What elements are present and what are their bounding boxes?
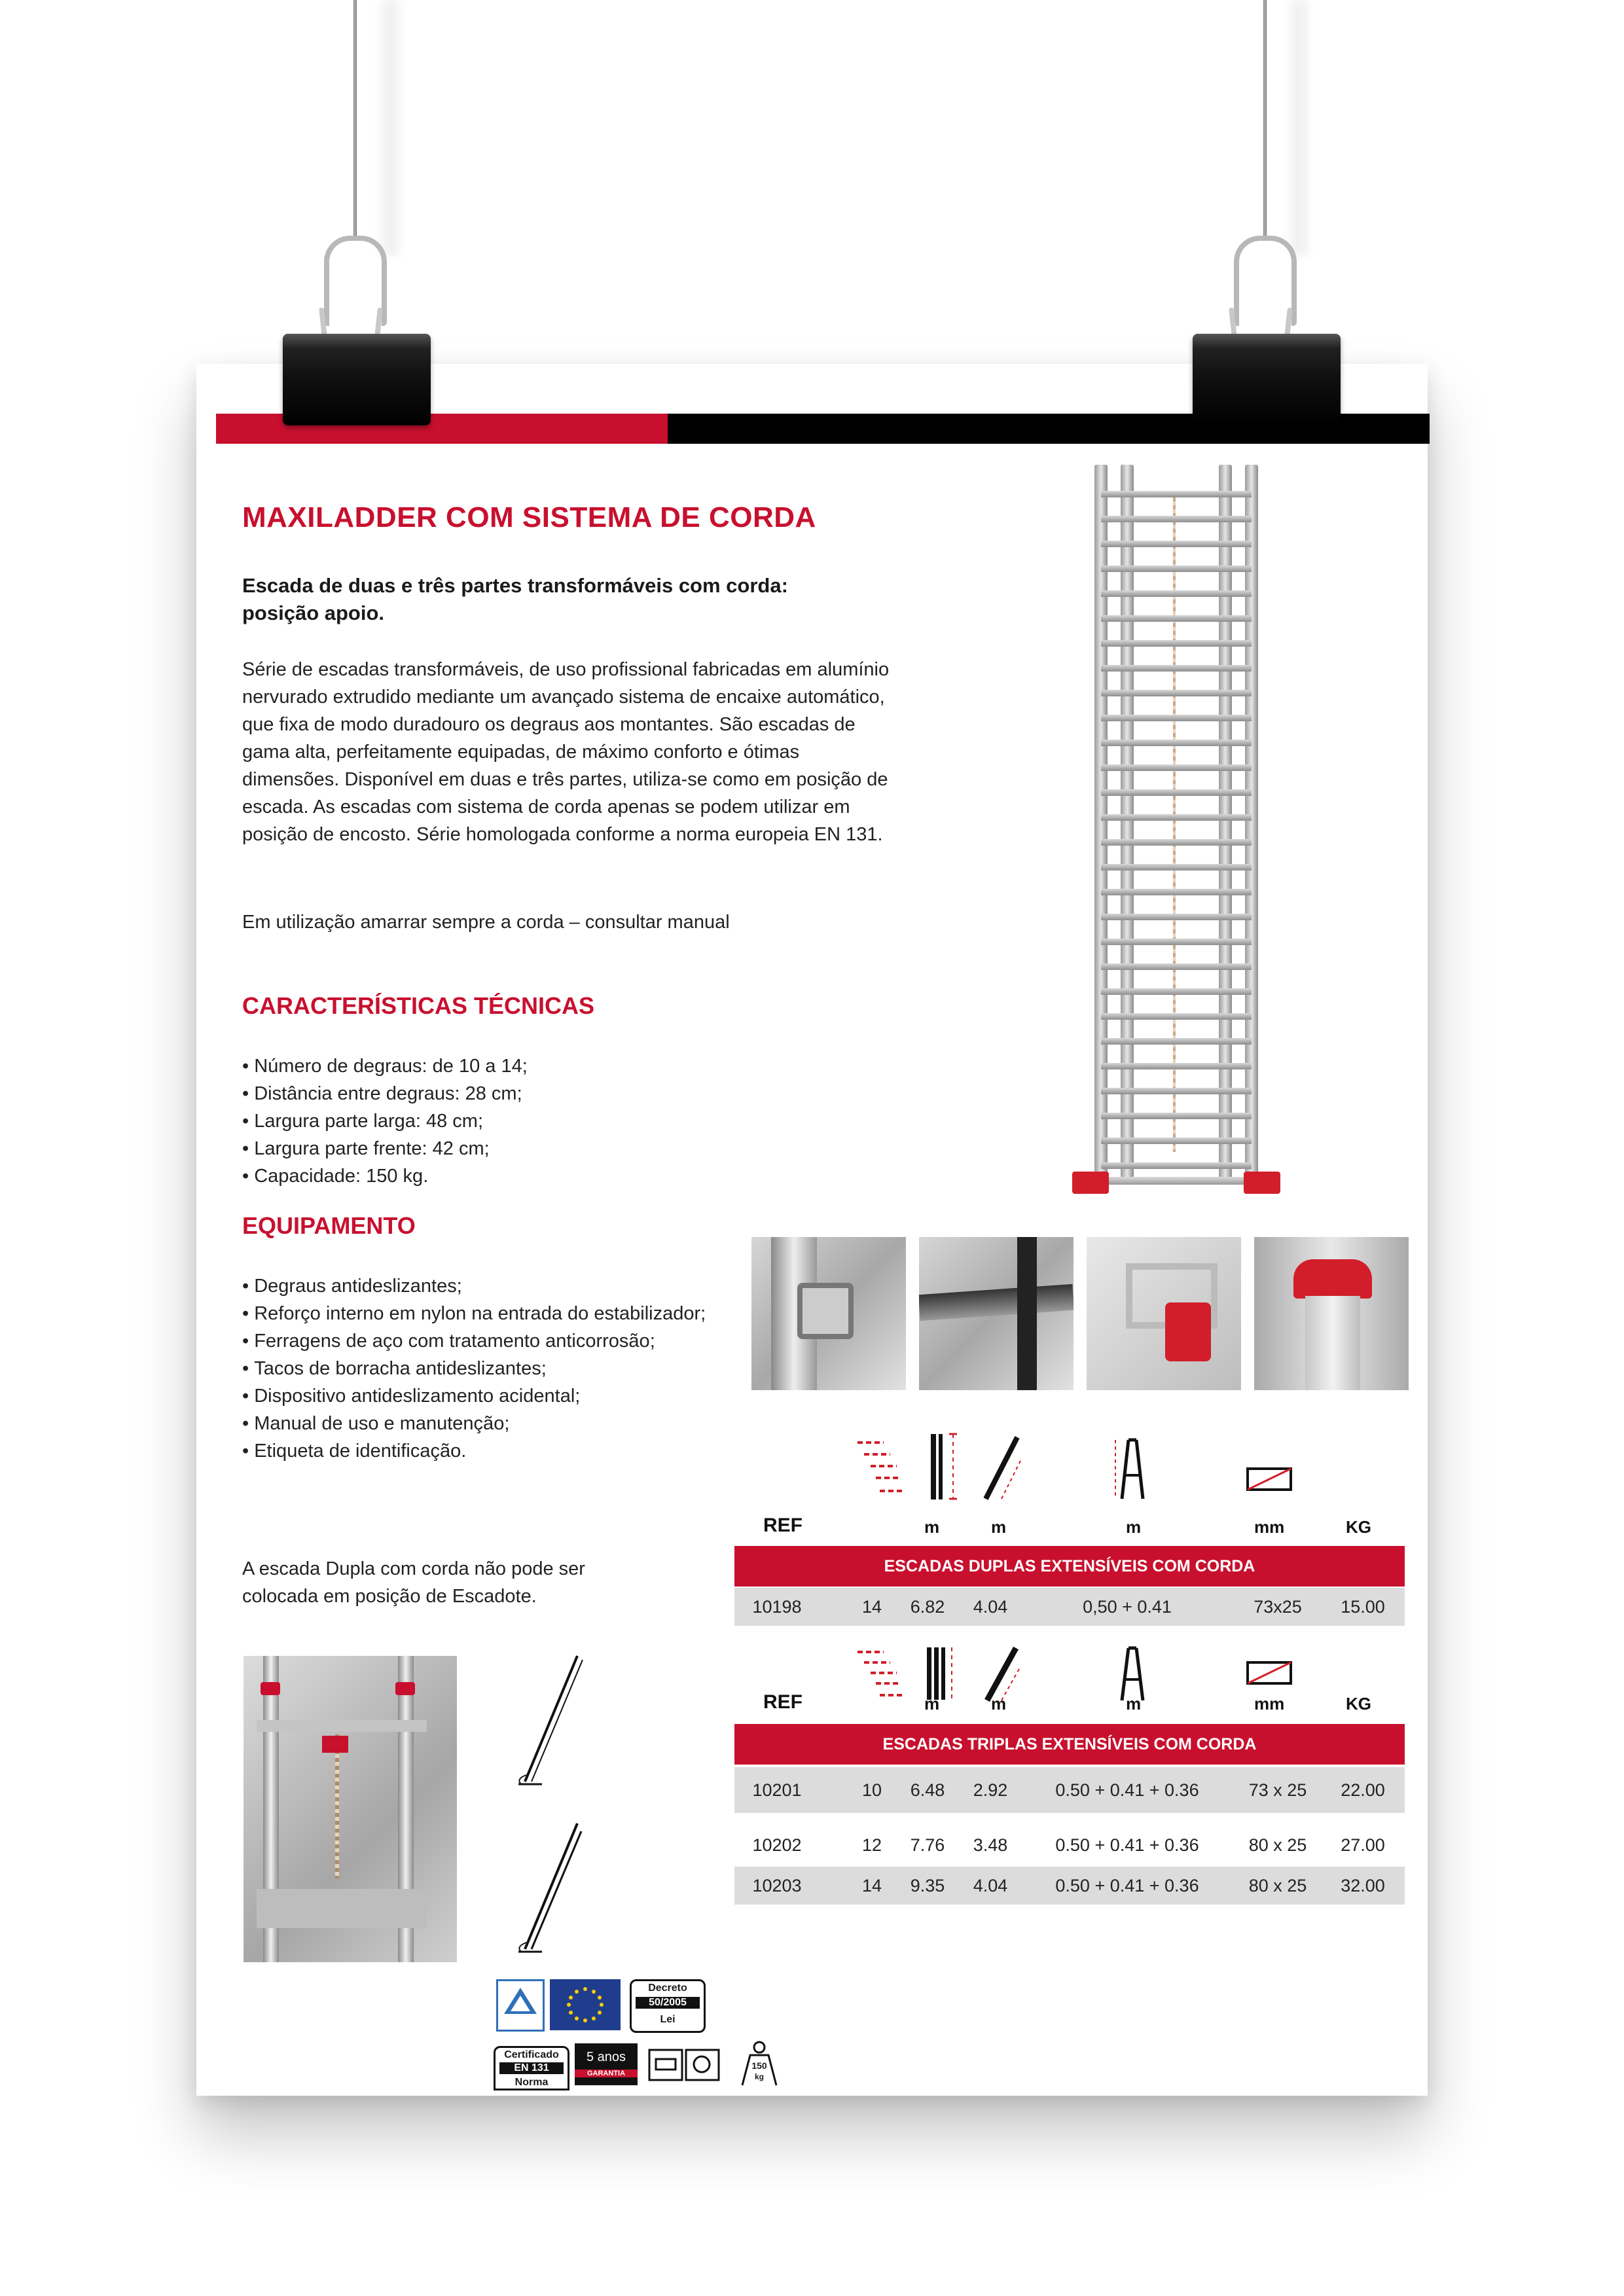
cell-steps: 14 [861, 1597, 882, 1617]
a-frame-icon [1113, 1436, 1152, 1505]
cell-ref: 10202 [752, 1835, 802, 1855]
ladder-rung [1101, 690, 1252, 696]
ladder-rung [1101, 963, 1252, 970]
extended-height-icon [923, 1431, 962, 1506]
cert-mid-text: EN 131 [499, 2062, 564, 2074]
table-row [734, 1826, 1405, 1864]
manual-icons-badge [648, 2049, 721, 2081]
hanging-wire-left [353, 0, 357, 236]
warranty-badge [575, 2043, 638, 2085]
ladder-rung [1101, 1162, 1252, 1169]
detail-photo-rung [751, 1237, 906, 1390]
cell-widths: 0,50 + 0.41 [1083, 1597, 1172, 1617]
cell-steps: 10 [861, 1780, 882, 1800]
cell-profile: 73 x 25 [1248, 1780, 1307, 1800]
equip-list [242, 1272, 727, 1465]
ladder-rung [1101, 988, 1252, 995]
cell-ref: 10198 [752, 1597, 802, 1617]
cell-steps: 12 [861, 1835, 882, 1855]
cell-min: 4.04 [973, 1597, 1008, 1617]
product-sheet [196, 364, 1428, 2096]
list-item: • Número de degraus: de 10 a 14; [242, 1052, 766, 1080]
list-item: • Degraus antideslizantes; [242, 1272, 727, 1300]
col-m3: m [1126, 1694, 1142, 1713]
profile-section-icon [1245, 1657, 1295, 1693]
hanging-wire-right [1263, 0, 1267, 236]
ladder-rung [1101, 914, 1252, 920]
col-ref: REF [763, 1691, 803, 1713]
ladder-rung [1101, 864, 1252, 870]
binder-clip-right [1193, 334, 1341, 425]
decreto-badge [630, 1979, 706, 2033]
table-row [734, 1767, 1405, 1813]
list-item: • Reforço interno em nylon na entrada do estabilizador; [242, 1300, 727, 1327]
warning-text: Em utilização amarrar sempre a corda – consultar manual [242, 912, 730, 933]
leaning-ladder-icon [512, 1651, 590, 1798]
cell-ref: 10203 [752, 1876, 802, 1895]
cell-kg: 15.00 [1341, 1597, 1385, 1617]
list-item: • Capacidade: 150 kg. [242, 1162, 766, 1190]
list-item: • Largura parte frente: 42 cm; [242, 1135, 766, 1162]
cell-kg: 27.00 [1341, 1835, 1385, 1855]
cell-max: 9.35 [910, 1876, 945, 1895]
cell-min: 2.92 [973, 1780, 1008, 1800]
col-kg: KG [1346, 1517, 1371, 1537]
detail-photo-foot [1254, 1237, 1409, 1390]
cell-profile: 73x25 [1254, 1597, 1302, 1617]
ladder-rung [1101, 516, 1252, 522]
ladder-rung [1101, 1088, 1252, 1094]
decreto-mid-text: 50/2005 [636, 1997, 700, 2009]
cell-max: 6.48 [910, 1780, 945, 1800]
leaning-ladder-icon [512, 1818, 590, 1965]
ladder-rung [1101, 939, 1252, 945]
cell-kg: 22.00 [1341, 1780, 1385, 1800]
ladder-rung [1101, 814, 1252, 821]
list-item: • Dispositivo antideslizamento acidental; [242, 1382, 727, 1410]
warranty-years: 5 anos [586, 2050, 626, 2064]
binder-clip-left [283, 334, 431, 425]
list-item: • Largura parte larga: 48 cm; [242, 1107, 766, 1135]
decreto-top-text: Decreto [648, 1982, 687, 1994]
cell-profile: 80 x 25 [1248, 1876, 1307, 1895]
capacity-value: 150 [751, 2060, 767, 2071]
list-item: • Manual de uso e manutenção; [242, 1410, 727, 1437]
ladder-steps-icon [857, 1648, 903, 1704]
page-title: MAXILADDER COM SISTEMA DE CORDA [242, 501, 816, 533]
cert-bot-text: Norma [514, 2077, 549, 2088]
list-item: • Tacos de borracha antideslizantes; [242, 1355, 727, 1382]
list-item: • Distância entre degraus: 28 cm; [242, 1080, 766, 1107]
ladder-rung [1101, 789, 1252, 796]
ladder-rung [1101, 889, 1252, 895]
ladder-rung [1101, 491, 1252, 497]
col-m3: m [1126, 1517, 1142, 1537]
ladder-rung [1101, 1013, 1252, 1020]
cell-max: 7.76 [910, 1835, 945, 1855]
capacity-unit: kg [754, 2072, 764, 2081]
tech-title: CARACTERÍSTICAS TÉCNICAS [242, 992, 595, 1019]
cert-top-text: Certificado [504, 2049, 559, 2060]
ladder-rung [1101, 615, 1252, 622]
cell-widths: 0.50 + 0.41 + 0.36 [1055, 1780, 1199, 1800]
ladder-rung [1101, 839, 1252, 846]
ladder-rung [1101, 1038, 1252, 1045]
ladder-rung [1101, 665, 1252, 672]
decreto-bot-text: Lei [660, 2014, 676, 2025]
tech-list [242, 1052, 766, 1190]
closed-height-icon [979, 1431, 1025, 1506]
band-triples: ESCADAS TRIPLAS EXTENSÍVEIS COM CORDA [734, 1724, 1405, 1765]
cell-kg: 32.00 [1341, 1876, 1385, 1895]
col-ref: REF [763, 1515, 803, 1536]
description: Série de escadas transformáveis, de uso profissional fabricadas em alumínio nervurado extrudido mediante um avançado sistema de encaixe automático, que fixa de modo duradouro os degraus aos montantes. São escadas de gama alta, perfeitamente equipadas, de máximo conforto e ótimas dimensões. Disponível em duas e três partes, utiliza-se como em posição de escada. As escadas com sistema de corda apenas se podem utilizar em posição de encosto. Série homologada conforme a norma europeia EN 131. [242, 659, 890, 845]
cell-min: 4.04 [973, 1876, 1008, 1895]
col-kg: KG [1346, 1694, 1371, 1713]
cell-ref: 10201 [752, 1780, 802, 1800]
ladder-rung [1101, 640, 1252, 647]
ladder-image [1094, 465, 1258, 1204]
ladder-rung [1101, 715, 1252, 721]
ladder-rung [1101, 590, 1252, 597]
list-item: • Etiqueta de identificação. [242, 1437, 727, 1465]
en131-badge [494, 2046, 569, 2090]
cell-max: 6.82 [910, 1597, 945, 1617]
ladder-rung [1101, 1063, 1252, 1069]
col-m2: m [991, 1694, 1007, 1713]
warranty-label: GARANTIA [575, 2070, 638, 2077]
col-mm: mm [1254, 1694, 1285, 1713]
tuv-badge [496, 1979, 545, 2032]
rope-detail-photo [244, 1656, 457, 1962]
note-text: A escada Dupla com corda não pode ser colocada em posição de Escadote. [242, 1558, 585, 1607]
cell-min: 3.48 [973, 1835, 1008, 1855]
detail-photo-stabilizer [1087, 1237, 1241, 1390]
ladder-rung [1101, 541, 1252, 547]
list-item: • Ferragens de aço com tratamento anticorrosão; [242, 1327, 727, 1355]
ladder-steps-icon [857, 1437, 903, 1506]
cell-steps: 14 [861, 1876, 882, 1895]
cell-profile: 80 x 25 [1248, 1835, 1307, 1855]
cell-widths: 0.50 + 0.41 + 0.36 [1055, 1876, 1199, 1895]
col-m2: m [991, 1517, 1007, 1537]
ladder-rung [1101, 565, 1252, 572]
profile-section-icon [1245, 1463, 1295, 1499]
col-mm: mm [1254, 1517, 1285, 1537]
table-row [734, 1867, 1405, 1905]
equip-title: EQUIPAMENTO [242, 1212, 416, 1239]
cell-widths: 0.50 + 0.41 + 0.36 [1055, 1835, 1199, 1855]
ladder-rung [1101, 1138, 1252, 1144]
ladder-rung [1101, 740, 1252, 746]
col-m1: m [924, 1517, 940, 1537]
ladder-rung [1101, 1113, 1252, 1119]
subtitle: Escada de duas e três partes transformáveis com corda: posição apoio. [242, 574, 788, 624]
band-doubles: ESCADAS DUPLAS EXTENSÍVEIS COM CORDA [734, 1546, 1405, 1587]
ladder-rung [1101, 764, 1252, 771]
eu-flag-badge [550, 1979, 621, 2030]
capacity-icon [733, 2039, 785, 2088]
table-row [734, 1588, 1405, 1626]
detail-photo-profile [919, 1237, 1074, 1390]
col-m1: m [924, 1694, 940, 1713]
